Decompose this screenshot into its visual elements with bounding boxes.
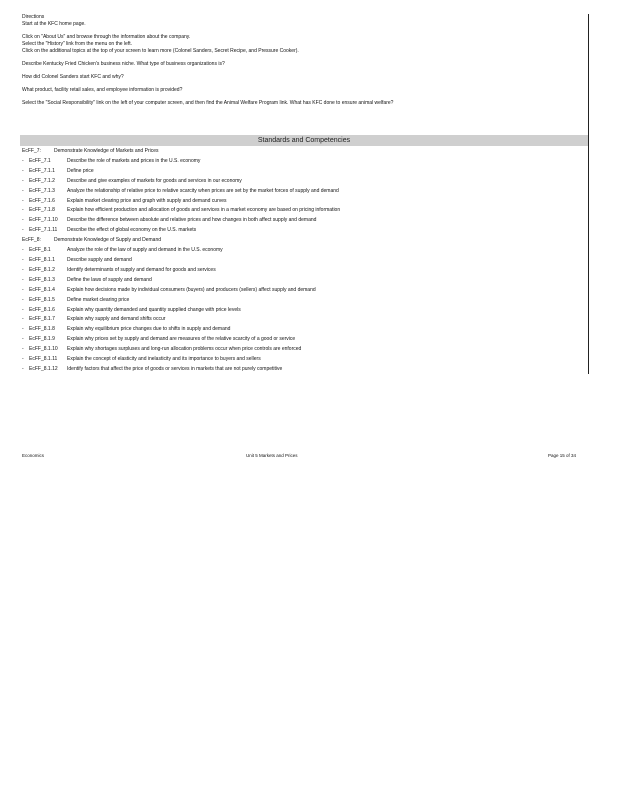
directions-line: Start at the KFC home page. xyxy=(22,21,86,27)
standard-code: EcFF_8.1.10 xyxy=(29,346,58,353)
directions-question: How did Colonel Sanders start KFC and why? xyxy=(22,74,124,80)
standard-item xyxy=(22,177,582,187)
standard-text: Describe and give examples of markets for goods and services in our economy xyxy=(67,177,242,184)
standard-item xyxy=(22,286,582,296)
standard-item xyxy=(22,246,582,256)
footer-page-number: Page 15 of 34 xyxy=(548,453,577,458)
standard-text: Explain why supply and demand shifts occur xyxy=(67,316,166,323)
bullet-marker: - xyxy=(22,177,24,184)
bullet-marker: - xyxy=(22,167,24,174)
bullet-marker: - xyxy=(22,197,24,204)
standard-item xyxy=(22,216,582,226)
bullet-marker: - xyxy=(22,336,24,343)
standard-item xyxy=(22,266,582,276)
standard-code: EcFF_8.1.12 xyxy=(29,365,58,372)
standard-code: EcFF_7.1.3 xyxy=(29,187,55,194)
standard-code: EcFF_8.1.8 xyxy=(29,326,55,333)
standard-text: Identify determinants of supply and demand for goods and services xyxy=(67,266,216,273)
standard-code: EcFF_8.1 xyxy=(29,247,51,254)
right-margin-rule xyxy=(588,14,589,374)
bullet-marker: - xyxy=(22,207,24,214)
standard-text: Explain how decisions made by individual consumers (buyers) and producers (sellers) affect supply and demand xyxy=(67,286,316,293)
standard-item xyxy=(22,335,582,345)
standard-text: Analyze the role of the law of supply and demand in the U.S. economy xyxy=(67,247,223,254)
footer-course: Economics xyxy=(22,453,45,458)
bullet-marker: - xyxy=(22,296,24,303)
bullet-marker: - xyxy=(22,247,24,254)
bullet-marker: - xyxy=(22,316,24,323)
standards-heading: Standards and Competencies xyxy=(20,135,588,146)
bullet-marker: - xyxy=(22,276,24,283)
standard-code: EcFF_7.1.10 xyxy=(29,217,58,224)
standard-code: EcFF_8.1.5 xyxy=(29,296,55,303)
standard-text: Describe the role of markets and prices in the U.S. economy xyxy=(67,157,201,164)
standard-code: EcFF_7.1.2 xyxy=(29,177,55,184)
standard-item xyxy=(22,157,582,167)
standard-item xyxy=(22,306,582,316)
standard-text: Explain why shortages surpluses and long-run allocation problems occur when price controls are enforced xyxy=(67,346,302,353)
standard-text: Demonstrate Knowledge of Markets and Prices xyxy=(54,148,159,154)
standard-text: Explain the concept of elasticity and inelasticity and its importance to buyers and sellers xyxy=(67,356,261,363)
standard-text: Explain market clearing price and graph with supply and demand curves xyxy=(67,197,227,204)
standard-text: Explain why quantity demanded and quantity supplied change with price levels xyxy=(67,306,241,313)
standard-code: EcFF_8.1.2 xyxy=(29,266,55,273)
directions-question: Select the "Social Responsibility" link on the left of your computer screen, and then find the Animal Welfare Program link. What has KFC done to ensure animal welfare? xyxy=(22,100,394,106)
standard-code: EcFF_8.1.4 xyxy=(29,286,55,293)
standard-text: Explain how efficient production and allocation of goods and services in a market economy are based on pricing information xyxy=(67,207,341,214)
standard-text: Describe the effect of global economy on the U.S. markets xyxy=(67,227,197,234)
standard-item xyxy=(22,236,582,246)
standard-item xyxy=(22,187,582,197)
standard-code: EcFF_7.1.1 xyxy=(29,167,55,174)
bullet-marker: - xyxy=(22,286,24,293)
bullet-marker: - xyxy=(22,356,24,363)
bullet-marker: - xyxy=(22,157,24,164)
standard-item xyxy=(22,276,582,286)
standard-text: Demonstrate Knowledge of Supply and Demand xyxy=(54,237,162,244)
directions-line: Click on "About Us" and browse through the information about the company. xyxy=(22,34,191,40)
standard-item xyxy=(22,226,582,236)
directions-line: Click on the additional topics at the top of your screen to learn more (Colonel Sanders, Secret Recipe, and Pressure Cooker). xyxy=(22,48,299,54)
standard-code: EcFF_7.1 xyxy=(29,157,51,164)
standard-item xyxy=(22,256,582,266)
bullet-marker: - xyxy=(22,266,24,273)
standard-text: Explain why prices set by supply and demand are measures of the relative scarcity of a good or service xyxy=(67,336,296,343)
bullet-marker: - xyxy=(22,187,24,194)
standard-item xyxy=(22,345,582,355)
bullet-marker: - xyxy=(22,227,24,234)
standard-code: EcFF_8.1.9 xyxy=(29,336,55,343)
standard-item xyxy=(22,197,582,207)
standard-code: EcFF_8.1.1 xyxy=(29,256,55,263)
standard-code: EcFF_8: xyxy=(22,237,41,244)
standard-code: EcFF_7.1.8 xyxy=(29,207,55,214)
standard-item xyxy=(22,315,582,325)
standard-item xyxy=(22,325,582,335)
bullet-marker: - xyxy=(22,217,24,224)
standard-code: EcFF_8.1.11 xyxy=(29,356,58,363)
standard-text: Identify factors that affect the price of goods or services in markets that are not purely competitive xyxy=(67,365,283,372)
standard-code: EcFF_8.1.6 xyxy=(29,306,55,313)
standard-text: Explain why equilibrium price changes due to shifts in supply and demand xyxy=(67,326,231,333)
directions-line: Select the "History" link from the menu on the left. xyxy=(22,41,132,47)
standard-item xyxy=(22,365,582,375)
footer-unit: Unit 5 Markets and Prices xyxy=(246,453,298,458)
standard-text: Define market clearing price xyxy=(67,296,130,303)
standard-code: EcFF_7.1.6 xyxy=(29,197,55,204)
standard-code: EcFF_8.1.7 xyxy=(29,316,55,323)
bullet-marker: - xyxy=(22,256,24,263)
directions-question: Describe Kentucky Fried Chicken's business niche. What type of business organizations is? xyxy=(22,61,225,67)
bullet-marker: - xyxy=(22,326,24,333)
standard-text: Describe supply and demand xyxy=(67,256,132,263)
bullet-marker: - xyxy=(22,306,24,313)
standards-list xyxy=(22,147,582,375)
bullet-marker: - xyxy=(22,365,24,372)
standard-item xyxy=(22,206,582,216)
bullet-marker: - xyxy=(22,346,24,353)
standard-item xyxy=(22,355,582,365)
standard-text: Define price xyxy=(67,167,94,174)
standard-text: Define the laws of supply and demand xyxy=(67,276,152,283)
standard-text: Analyze the relationship of relative price to relative scarcity when prices are set by the market forces of supply and demand xyxy=(67,187,339,194)
standard-text: Describe the difference between absolute and relative prices and how changes in both affect supply and demand xyxy=(67,217,317,224)
standard-item xyxy=(22,147,582,157)
standard-code: EcFF_8.1.3 xyxy=(29,276,55,283)
directions-heading: Directions xyxy=(22,14,45,20)
directions-question: What product, facility retail sales, and employee information is provided? xyxy=(22,87,183,93)
standard-item xyxy=(22,296,582,306)
standard-code: EcFF_7: xyxy=(22,148,41,154)
directions-section xyxy=(22,14,582,107)
standard-code: EcFF_7.1.11 xyxy=(29,227,58,234)
standard-item xyxy=(22,167,582,177)
